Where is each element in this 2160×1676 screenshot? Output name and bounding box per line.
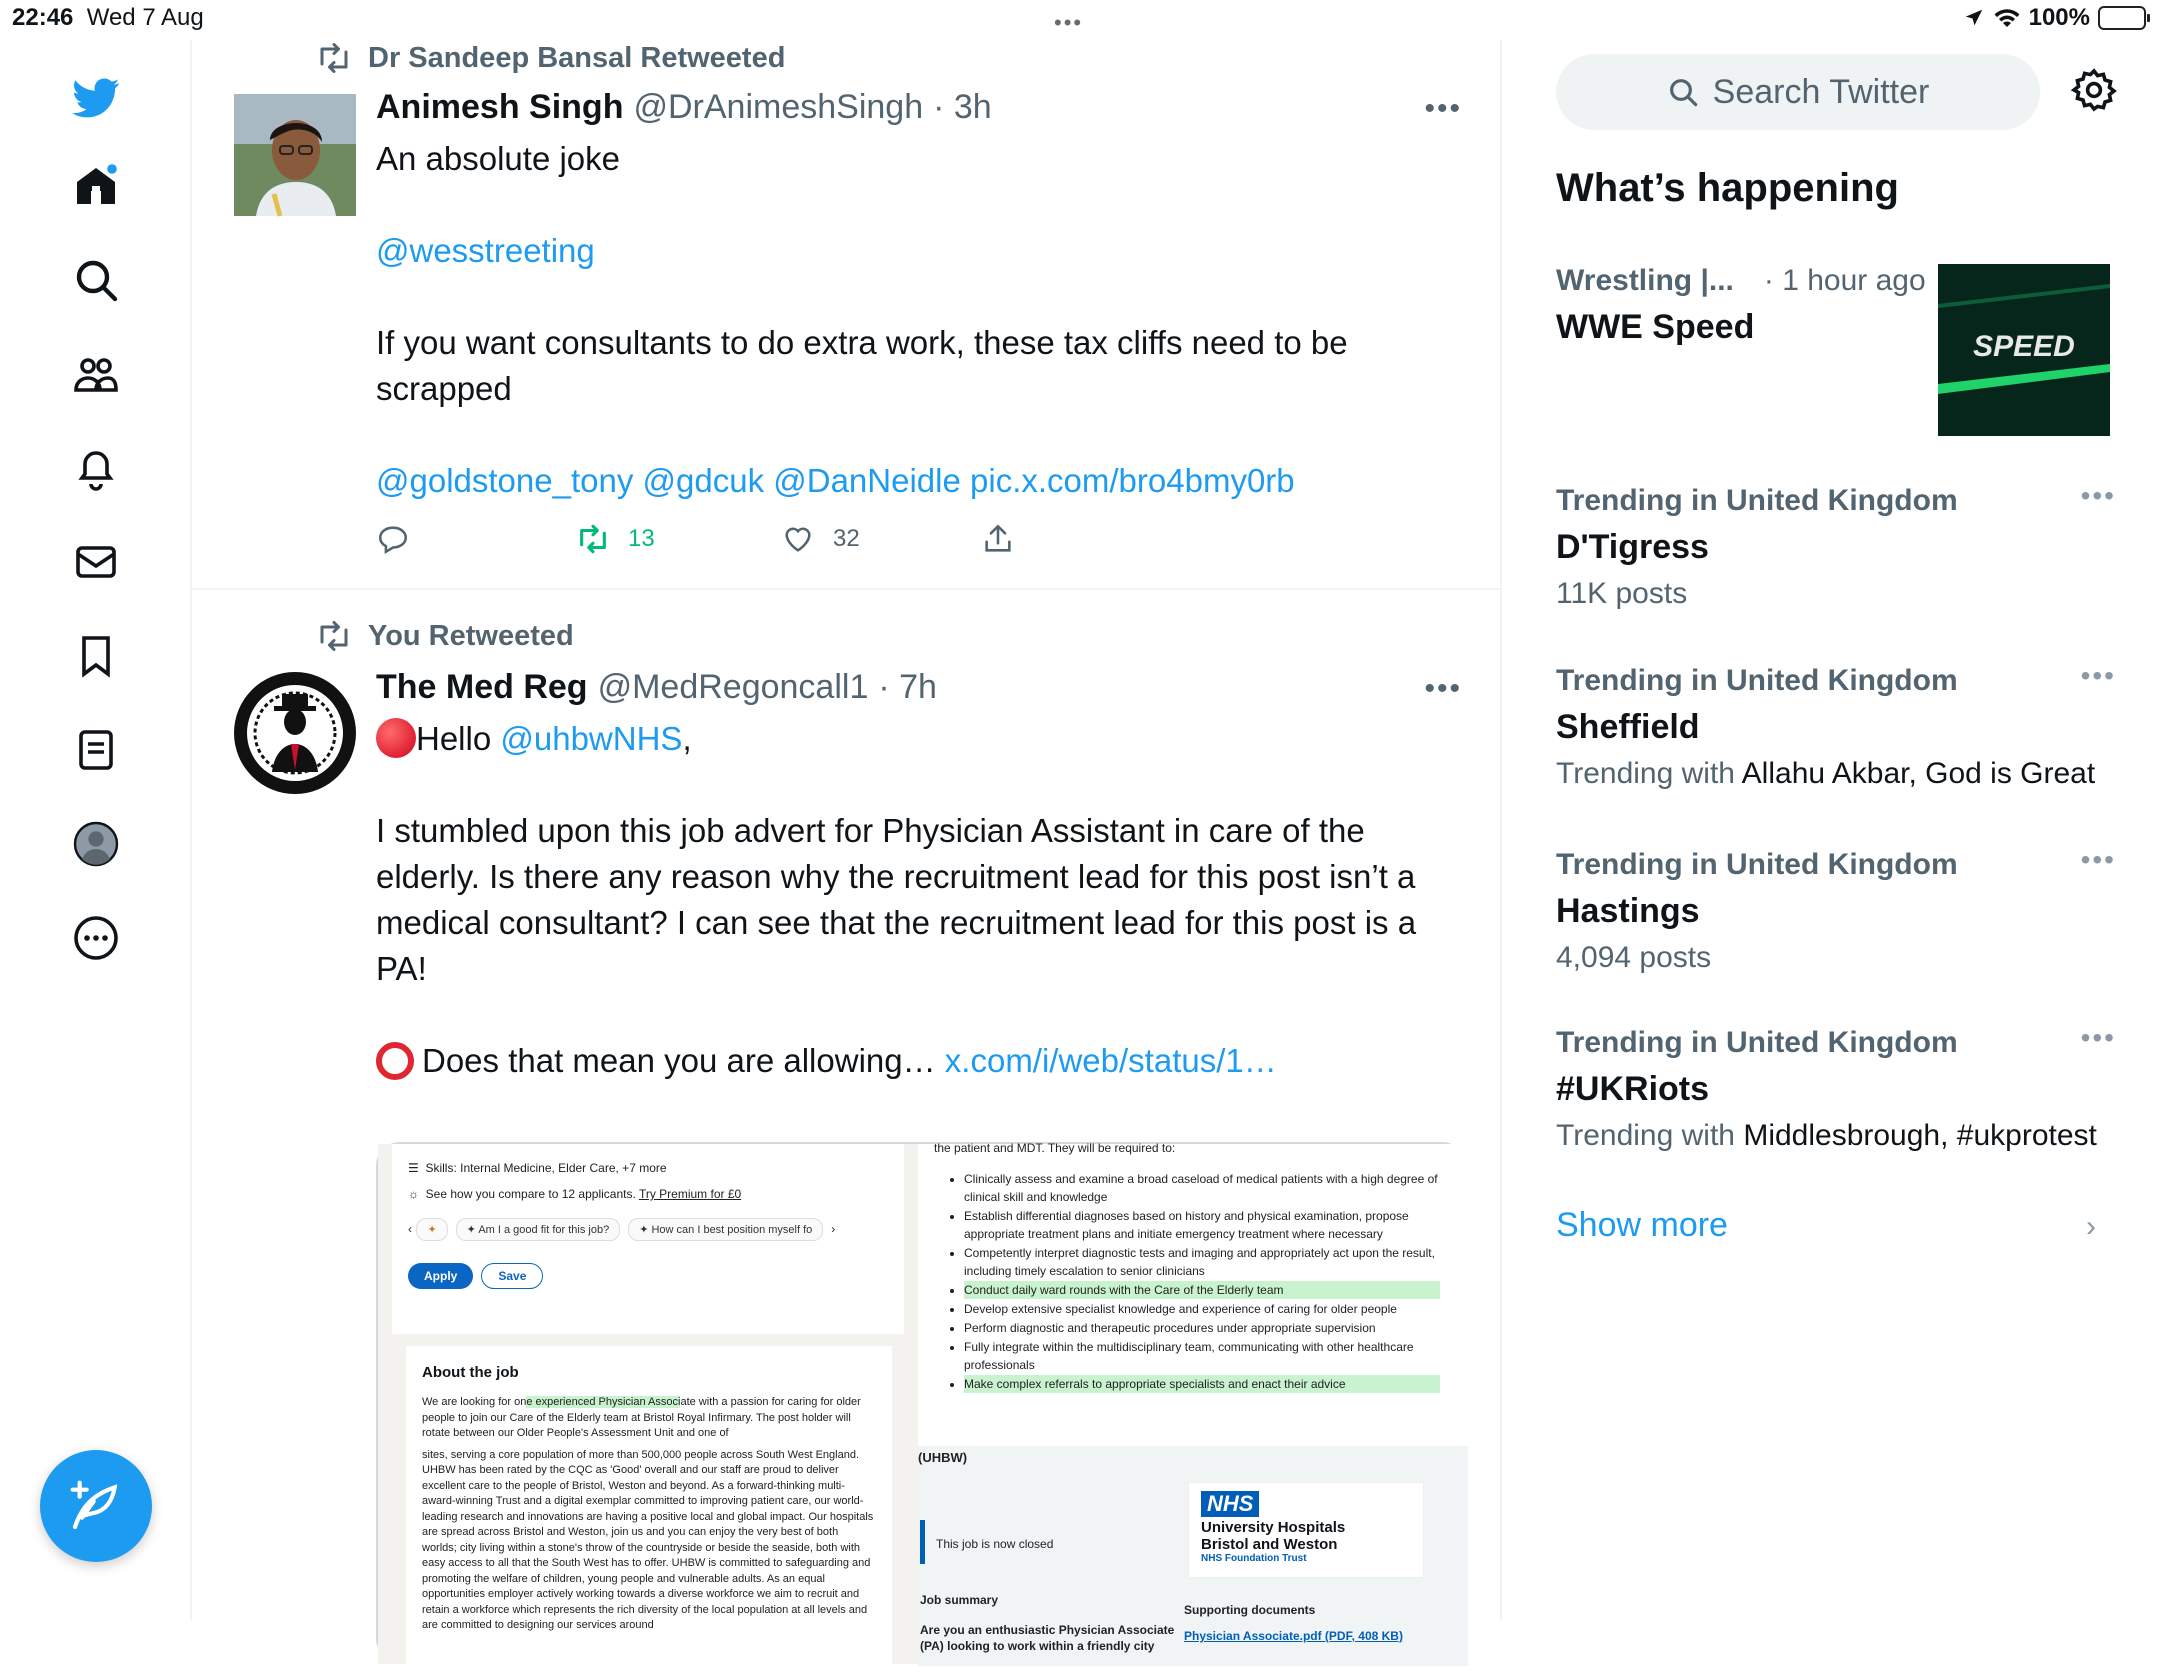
lists-icon[interactable] <box>62 716 130 784</box>
twitter-logo-icon[interactable] <box>62 64 130 132</box>
like-button[interactable] <box>781 522 981 556</box>
search-icon <box>1667 76 1699 108</box>
share-button[interactable] <box>981 522 1015 556</box>
trend-more-icon[interactable]: ••• <box>2080 480 2116 511</box>
trend-item[interactable]: Trending in United Kingdom ••• D'Tigress 11K posts <box>1556 480 2116 610</box>
status-bar <box>0 0 2160 40</box>
retweet-context: You Retweeted <box>316 618 574 654</box>
retweet-count: 13 <box>628 525 655 552</box>
search-input[interactable]: Search Twitter <box>1556 54 2040 130</box>
communities-icon[interactable] <box>62 340 130 408</box>
timeline <box>192 40 1502 1653</box>
job-listing-screenshot: ☰ Skills: Internal Medicine, Elder Care, +7 more ☼ See how you compare to 12 applicants. Try Premium for £0 ‹ ✦ ✦ Am I a good fit for this job? ✦ How can I best position myself fo › Apply Save About the job We are looking for one experienced Physician Associate with a passion for caring for older people to join our Care of the Elderly team at Bristol Royal Infirmary. The post holder will rotate between our Older People's Assessment Unit and one of sites, serving a core population of more than 500,000 people across South West England. UHBW has been rated by the CQC as 'Good' overall and our staff are proud to deliver excellent care to the people of Bristol, Weston and beyond. As a forward-thinking multi-award-winning Trust and a digital exemplar committed to improving patient care, our world-leading research and innovations are having a positive local and global impact. Our hospitals are spread across Bristol and Weston, join us and you can enjoy the very best of both worlds; city living within a stone's throw of the countryside or beside the seaside, both with easy access to all that the South West has to offer. UHBW is committed to safeguarding and promoting the welfare of children, young people and vulnerable adults. As an equal opportunities employer actively working towards a diverse workforce we aim to recruit and retain a workforce which represents the rich diversity of the local population at all levels and are committed to designing our services around <box>378 1144 918 1664</box>
compose-tweet-button[interactable] <box>40 1450 152 1562</box>
bookmarks-icon[interactable] <box>62 622 130 690</box>
tweet-time[interactable]: · 3h <box>933 88 992 126</box>
home-icon[interactable] <box>62 152 130 220</box>
status-link[interactable]: x.com/i/web/status/1… <box>944 1042 1277 1079</box>
trend-item[interactable]: Trending in United Kingdom ••• Hastings 4,094 posts <box>1556 844 2116 974</box>
avatar[interactable] <box>234 94 356 216</box>
battery-percent: 100% <box>2028 4 2090 31</box>
heart-icon <box>781 522 815 556</box>
author-handle[interactable]: @DrAnimeshSingh <box>633 88 924 126</box>
settings-gear-icon[interactable] <box>2070 66 2122 118</box>
pdf-link: Physician Associate.pdf (PDF, 408 KB) <box>1184 1629 1403 1643</box>
reply-button[interactable] <box>376 522 576 556</box>
tweet[interactable] <box>192 40 1502 590</box>
tweet-text: Hello @uhbwNHS, I stumbled upon this job advert for Physician Assistant in care of the elderly. Is there any reason why the recruitment lead for this post isn’t a medical consultant? I can see that the recruitment lead for this post is a PA! Does that mean you are allowing… x.com/i/web/status/1… <box>376 716 1466 1084</box>
location-arrow-icon <box>1963 7 1985 29</box>
job-description-screenshot: the patient and MDT. They will be required to: • Clinically assess and examine a broad caseload of medical patients with a high degree of clinical skill and knowledge • Establish differential diagnoses based on history and physical examination, propose appropriate treatment plans and initiate emergency treatment where necessary • Competently interpret diagnostic tests and imaging and appropriately act upon the result, including timely escalation to senior clinicians • Conduct daily ward rounds with the Care of the Elderly team • Develop extensive specialist knowledge and experience of caring for older people • Perform diagnostic and therapeutic procedures under appropriate supervision • Fully integrate within the multidisciplinary team, communicating with other healthcare professionals • Make complex referrals to appropriate specialists and enact their advice (UHBW) This job is now closed NHS University Hospitals Bristol and Weston NHS Foundation Trust Job summary Are you an enthusiastic Physician Associate (PA) looking to work within a friendly city Supporting documents Physician Associate.pdf (PDF, 408 KB) <box>918 1144 1468 1664</box>
reply-icon <box>376 522 410 556</box>
compose-icon <box>68 1478 124 1534</box>
mention-link[interactable]: @uhbwNHS <box>500 720 683 757</box>
tweet-more-icon[interactable]: ••• <box>1424 92 1462 125</box>
tweet-media-image[interactable] <box>376 1142 1466 1662</box>
tweet-header <box>376 668 937 707</box>
mention-link[interactable]: @wesstreeting <box>376 232 595 269</box>
left-navigation <box>0 40 192 1620</box>
search-icon[interactable] <box>62 246 130 314</box>
avatar[interactable] <box>234 672 356 794</box>
status-time: 22:46 Wed 7 Aug <box>12 4 204 31</box>
right-sidebar <box>1504 40 2160 1620</box>
save-button: Save <box>481 1263 543 1289</box>
tweet[interactable] <box>192 592 1502 1653</box>
retweet-context: Dr Sandeep Bansal Retweeted <box>316 40 785 76</box>
chevron-right-icon[interactable]: › <box>2086 1210 2096 1243</box>
svg-text:SPEED: SPEED <box>1973 330 2075 363</box>
retweet-icon <box>316 40 352 76</box>
retweet-button[interactable] <box>576 522 781 556</box>
trend-item[interactable]: Wrestling |... · 1 hour ago WWE Speed <box>1556 264 1926 346</box>
whats-happening-heading: What’s happening <box>1556 166 1899 210</box>
trend-more-icon[interactable]: ••• <box>2080 660 2116 691</box>
profile-icon[interactable] <box>62 810 130 878</box>
tweet-time[interactable]: · 7h <box>878 668 937 706</box>
author-handle[interactable]: @MedRegoncall1 <box>597 668 869 706</box>
tweet-text: An absolute joke @wesstreeting If you want consultants to do extra work, these tax cliffs need to be scrapped @goldstone_tony @gdcuk @DanNeidle pic.x.com/bro4bmy0rb <box>376 136 1466 504</box>
retweet-icon <box>316 618 352 654</box>
author-name[interactable]: The Med Reg <box>376 668 588 706</box>
retweet-icon <box>576 522 610 556</box>
trend-more-icon[interactable]: ••• <box>2080 1022 2116 1053</box>
tweet-header <box>376 88 992 127</box>
share-icon <box>981 522 1015 556</box>
tweet-more-icon[interactable]: ••• <box>1424 672 1462 705</box>
like-count: 32 <box>833 525 860 552</box>
status-indicators <box>1963 4 2146 32</box>
more-icon[interactable] <box>62 904 130 972</box>
hollow-red-circle-icon <box>376 1042 414 1080</box>
battery-icon <box>2098 6 2146 30</box>
mentions-links[interactable]: @goldstone_tony @gdcuk @DanNeidle <box>376 462 961 499</box>
show-more-link[interactable]: Show more <box>1556 1206 1728 1244</box>
trend-item[interactable]: Trending in United Kingdom ••• #UKRiots Trending with Middlesbrough, #ukprotest <box>1556 1022 2116 1152</box>
trend-thumbnail[interactable] <box>1938 264 2110 436</box>
trend-item[interactable]: Trending in United Kingdom ••• Sheffield Trending with Allahu Akbar, God is Great <box>1556 660 2116 790</box>
pic-link[interactable]: pic.x.com/bro4bmy0rb <box>970 462 1295 499</box>
notifications-icon[interactable] <box>62 434 130 502</box>
tweet-paragraph: I stumbled upon this job advert for Physician Assistant in care of the elderly. Is there any reason why the recruitment lead for this post isn’t a medical consultant? I can see that the recruitment lead for this post is a PA! <box>376 812 1417 987</box>
trend-more-icon[interactable]: ••• <box>2080 844 2116 875</box>
messages-icon[interactable] <box>62 528 130 596</box>
author-name[interactable]: Animesh Singh <box>376 88 624 126</box>
nhs-trust-logo: NHS University Hospitals Bristol and Weston NHS Foundation Trust <box>1188 1482 1424 1578</box>
tweet-actions <box>376 522 1015 556</box>
red-circle-icon <box>376 718 416 758</box>
apply-button: Apply <box>408 1263 473 1289</box>
multitasking-dots-icon[interactable]: ••• <box>1054 10 1084 35</box>
wifi-icon <box>1993 7 2021 29</box>
